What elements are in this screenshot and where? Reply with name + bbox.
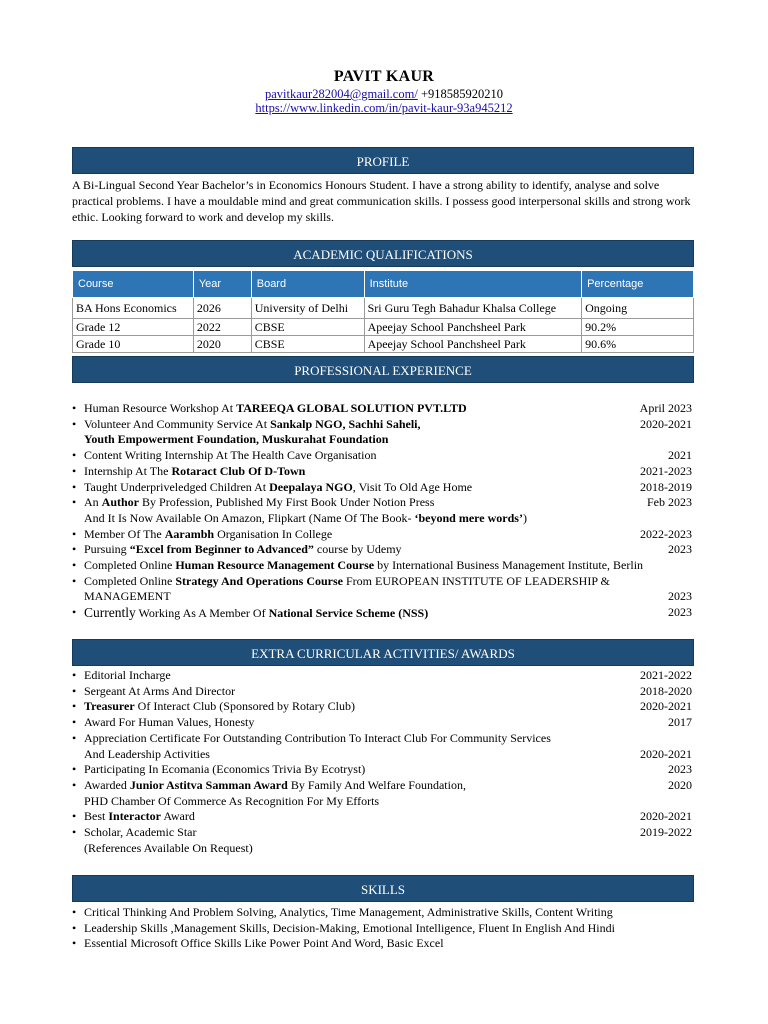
table-cell: CBSE [251, 336, 364, 353]
item-date: 2023 [668, 605, 692, 620]
item-date: 2021 [668, 448, 692, 463]
item-text: Editorial Incharge [84, 668, 171, 682]
list-item [72, 747, 694, 763]
candidate-name: PAVIT KAUR [333, 68, 435, 85]
item-highlight: Aarambh [164, 526, 215, 541]
item-date: April 2023 [639, 401, 692, 415]
item-date: 2022-2023 [640, 526, 692, 541]
item-highlight: Junior Astitva Samman Award [129, 777, 288, 792]
list-item [72, 589, 694, 605]
skill-item: • Critical Thinking And Problem Solving, Analytics, Time Management, Administrative Skills, Content Writing [72, 905, 694, 921]
item-text: Currently [84, 605, 136, 621]
item-text: Appreciation Certificate For Outstanding Contribution To Interact Club For Community Services [84, 730, 551, 745]
table-cell: Apeejay School Panchsheel Park [364, 336, 582, 353]
column-header: Board [251, 271, 364, 298]
item-text: Awarded [84, 777, 130, 792]
table-cell: Grade 10 [73, 336, 194, 353]
table-cell: Apeejay School Panchsheel Park [364, 319, 582, 336]
item-text: Pursuing [84, 542, 130, 557]
item-date: 2018-2019 [640, 479, 692, 494]
list-item [72, 605, 694, 622]
item-text: From EUROPEAN INSTITUTE OF LEADERSHIP & [343, 573, 610, 588]
item-date: Feb 2023 [647, 495, 692, 510]
item-date: 2018-2020 [640, 683, 692, 698]
item-text: , Visit To Old Age Home [352, 479, 473, 494]
item-text: (References Available On Request) [84, 840, 253, 855]
item-text: An [84, 495, 102, 510]
item-text: course by Udemy [313, 542, 402, 557]
experience-list [72, 401, 694, 622]
profile-section-header: PROFILE [72, 147, 694, 174]
list-item [72, 841, 694, 857]
item-highlight: Author [101, 495, 140, 510]
academic-table [72, 270, 694, 353]
item-date: 2023 [668, 589, 692, 604]
item-highlight: Deepalaya NGO [269, 479, 353, 494]
table-cell: Ongoing [582, 298, 694, 319]
item-date: 2017 [668, 715, 692, 730]
item-date: 2020-2021 [640, 416, 692, 431]
list-item [72, 464, 694, 480]
item-highlight: ‘beyond mere words’ [414, 510, 523, 525]
list-item [72, 448, 694, 464]
item-text: PHD Chamber Of Commerce As Recognition For My Efforts [84, 793, 380, 808]
table-cell: Grade 12 [73, 319, 194, 336]
item-text: Working As A Member Of [135, 606, 269, 621]
item-text: Taught Underpriveledged Children At [84, 479, 270, 494]
table-cell: 2022 [193, 319, 251, 336]
item-text: Participating In Ecomania (Economics Trivia By Ecotryst) [84, 762, 366, 777]
item-text: Of Interact Club (Sponsored by Rotary Club) [134, 699, 355, 714]
item-highlight: Human Resource Management Course [175, 558, 375, 573]
list-item [72, 417, 694, 433]
item-highlight: Youth Empowerment Foundation, Muskurahat Foundation [84, 432, 389, 447]
list-item [72, 684, 694, 700]
table-cell: 90.6% [582, 336, 694, 353]
item-text: Content Writing Internship At The Health Cave Organisation [84, 448, 377, 463]
list-item [72, 401, 694, 417]
item-date: 2020-2021 [640, 699, 692, 714]
skill-item: • Essential Microsoft Office Skills Like Power Point And Word, Basic Excel [72, 936, 694, 952]
list-item [72, 558, 694, 574]
item-date: 2021-2023 [640, 463, 692, 478]
item-text: MANAGEMENT [84, 589, 171, 604]
list-item [72, 495, 694, 511]
list-item [72, 778, 694, 794]
table-cell: 90.2% [582, 319, 694, 336]
item-highlight: Strategy And Operations Course [175, 573, 343, 588]
table-cell: Sri Guru Tegh Bahadur Khalsa College [364, 298, 582, 319]
item-text: Sergeant At Arms And Director [84, 683, 236, 698]
list-item [72, 762, 694, 778]
email-link[interactable]: pavitkaur282004@gmail.com/ [265, 87, 418, 101]
profile-text: A Bi-Lingual Second Year Bachelor’s in Economics Honours Student. I have a strong ability to identify, analyse and solve practical problems. I have a mouldable mind and great communication skills. I possess good interpersonal skills and strong work ethic. Looking forward to work and develop my skills. [72, 178, 691, 224]
list-item [72, 574, 694, 590]
item-date: 2019-2022 [640, 825, 692, 840]
item-highlight: Interactor [108, 809, 161, 824]
table-row [73, 336, 694, 353]
skill-item: • Leadership Skills ,Management Skills, Decision-Making, Emotional Intelligence, Fluent In English And Hindi [72, 921, 694, 937]
item-date: 2021-2022 [640, 668, 692, 682]
phone-number: +918585920210 [417, 87, 503, 101]
item-date: 2020-2021 [640, 746, 692, 761]
item-text: Internship At The [84, 463, 172, 478]
item-text: Completed Online [84, 573, 176, 588]
item-date: 2023 [668, 542, 692, 557]
item-text: Scholar, Academic Star [84, 825, 197, 840]
skills-list [72, 905, 694, 952]
item-highlight: “Excel from Beginner to Advanced” [129, 542, 314, 557]
item-text: And It Is Now Available On Amazon, Flipkart (Name Of The Book- [84, 510, 415, 525]
item-text: Award For Human Values, Honesty [84, 715, 255, 730]
item-text: ) [522, 510, 527, 525]
extracurricular-list [72, 668, 694, 856]
contact-line [0, 87, 768, 102]
table-row [73, 298, 694, 319]
item-date: 2020 [668, 777, 692, 792]
column-header: Percentage [582, 271, 694, 298]
list-item [72, 542, 694, 558]
item-date: 2023 [668, 762, 692, 777]
item-text: Human Resource Workshop At [84, 401, 237, 415]
item-text: Member Of The [84, 526, 165, 541]
item-highlight: Treasurer [84, 699, 135, 714]
list-item [72, 715, 694, 731]
table-cell: BA Hons Economics [73, 298, 194, 319]
item-highlight: Sankalp NGO, Sachhi Saheli, [270, 416, 421, 431]
list-item [72, 794, 694, 810]
list-item [72, 731, 694, 747]
item-date: 2020-2021 [640, 809, 692, 824]
item-text: Volunteer And Community Service At [84, 416, 271, 431]
item-highlight: National Service Scheme (NSS) [268, 606, 429, 621]
list-item [72, 809, 694, 825]
table-cell: University of Delhi [251, 298, 364, 319]
item-text: By Profession, Published My First Book Under Notion Press [139, 495, 435, 510]
academic-section-header: ACADEMIC QUALIFICATIONS [72, 240, 694, 267]
item-highlight: TAREEQA GLOBAL SOLUTION PVT.LTD [236, 401, 467, 415]
table-cell: 2026 [193, 298, 251, 319]
extracurricular-section-header: EXTRA CURRICULAR ACTIVITIES/ AWARDS [72, 639, 694, 666]
item-text: Best [84, 809, 109, 824]
item-text: Completed Online [84, 558, 176, 573]
table-cell: CBSE [251, 319, 364, 336]
column-header: Institute [364, 271, 582, 298]
list-item [72, 699, 694, 715]
item-text: by International Business Management Institute, Berlin [374, 558, 644, 573]
academic-table-header-row [73, 271, 694, 298]
list-item [72, 511, 694, 527]
list-item [72, 668, 694, 684]
column-header: Year [193, 271, 251, 298]
item-text: Organisation In College [214, 526, 333, 541]
item-text: And Leadership Activities [84, 746, 210, 761]
skills-section-header: SKILLS [72, 875, 694, 902]
item-text: By Family And Welfare Foundation, [287, 777, 466, 792]
table-cell: 2020 [193, 336, 251, 353]
linkedin-line [0, 101, 768, 116]
list-item [72, 527, 694, 543]
item-text: Award [160, 809, 195, 824]
experience-section-header: PROFESSIONAL EXPERIENCE [72, 356, 694, 383]
table-row [73, 319, 694, 336]
linkedin-link[interactable]: https://www.linkedin.com/in/pavit-kaur-93a945212 [255, 101, 513, 115]
list-item [72, 825, 694, 841]
list-item [72, 432, 694, 448]
item-highlight: Rotaract Club Of D-Town [171, 463, 306, 478]
column-header: Course [73, 271, 194, 298]
list-item [72, 480, 694, 496]
